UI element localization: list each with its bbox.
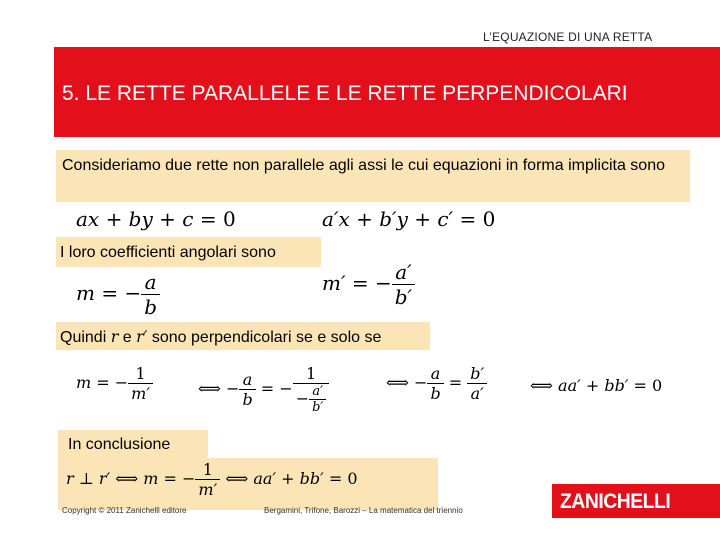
slide-topic: L’EQUAZIONE DI UNA RETTA: [483, 30, 653, 44]
perp-step-1: m = − $\frac{1}{m'}$: [76, 364, 153, 403]
intro-text: Consideriamo due rette non parallele agli assi le cui equazioni in forma implicita sono: [62, 157, 665, 174]
equation-r: ax + by + c = 0: [76, 207, 236, 231]
condition-r: r: [110, 327, 119, 346]
condition-r-prime: r′: [136, 327, 148, 346]
footer-authors: Bergamini, Trifone, Barozzi – La matematica del triennio: [264, 506, 463, 515]
slide-title: 5. LE RETTE PARALLELE E LE RETTE PERPENDICOLARI: [62, 82, 628, 105]
slope-m-prime: m′ = − $\frac{a'}{b'}$: [322, 260, 415, 309]
slopes-text: I loro coefficienti angolari sono: [60, 244, 276, 261]
perp-step-2: ⟺ − $\frac{a}{b}$ = − 1 − $\frac{a'}{b'}$: [198, 364, 329, 415]
footer-copyright: Copyright © 2011 Zanichelli editore: [62, 506, 187, 515]
perp-step-4: ⟺ aa′ + bb′ = 0: [530, 376, 663, 395]
conclusion-formula: r ⊥ r′ ⟺ m = − $\frac{1}{m'}$ ⟺ aa′ + bb′ = 0: [66, 460, 358, 499]
perp-step-3: ⟺ − $\frac{a}{b}$ = $\frac{b'}{a'}$: [386, 364, 487, 403]
condition-text: Quindi r e r′ sono perpendicolari se e solo se: [60, 327, 382, 346]
conclusion-label: In conclusione: [68, 436, 171, 453]
publisher-logo-text: ZANICHELLI: [560, 490, 671, 513]
slope-m: m = − $\frac{a}{b}$: [76, 270, 160, 319]
equation-r-prime: a′x + b′y + c′ = 0: [322, 207, 496, 231]
